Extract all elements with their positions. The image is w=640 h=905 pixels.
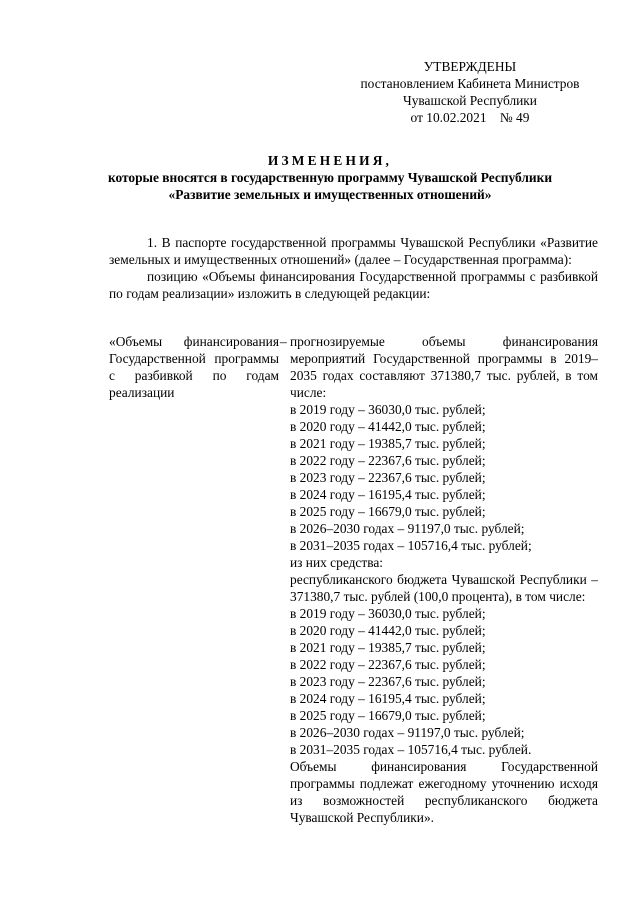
list-item: в 2026–2030 годах – 91197,0 тыс. рублей; [290, 725, 525, 740]
approval-line-1: постановлением Кабинета Министров [360, 76, 580, 91]
intro-paragraph-1: 1. В паспорте государственной программы Чувашской Республики «Развитие земельных и имущественных отношений» (далее – Государственная программа): [109, 235, 598, 267]
years-budget-list [290, 605, 598, 758]
document-heading [60, 152, 600, 203]
approval-stamp [340, 58, 600, 126]
heading-line-1: которые вносятся в государственную программу Чувашской Республики [107, 170, 553, 185]
list-item: в 2019 году – 36030,0 тыс. рублей; [290, 402, 486, 417]
list-item: в 2025 году – 16679,0 тыс. рублей; [290, 708, 486, 723]
list-item: в 2021 году – 19385,7 тыс. рублей; [290, 640, 486, 655]
list-item: в 2022 году – 22367,6 тыс. рублей; [290, 453, 486, 468]
list-item: в 2023 году – 22367,6 тыс. рублей; [290, 470, 486, 485]
list-item: в 2020 году – 41442,0 тыс. рублей; [290, 623, 486, 638]
list-item: в 2022 году – 22367,6 тыс. рублей; [290, 657, 486, 672]
list-item: в 2021 году – 19385,7 тыс. рублей; [290, 436, 486, 451]
list-item: в 2031–2035 годах – 105716,4 тыс. рублей; [290, 538, 532, 553]
heading-title: ИЗМЕНЕНИЯ, [267, 153, 393, 168]
intro-paragraph-2: позицию «Объемы финансирования Государственной программы с разбивкой по годам реализации» изложить в следующей редакции: [109, 269, 598, 301]
list-item: в 2020 году – 41442,0 тыс. рублей; [290, 419, 486, 434]
approval-date-number: от 10.02.2021 № 49 [410, 110, 530, 125]
list-item: в 2031–2035 годах – 105716,4 тыс. рублей. [290, 742, 532, 757]
approval-title: УТВЕРЖДЕНЫ [423, 59, 517, 74]
table-left-cell: «Объемы финансирования Государственной программы с разбивкой по годам реализации [109, 334, 279, 400]
heading-line-2: «Развитие земельных и имущественных отношений» [168, 187, 492, 202]
intro-section [109, 234, 598, 302]
list-item: в 2019 году – 36030,0 тыс. рублей; [290, 606, 486, 621]
list-item: в 2026–2030 годах – 91197,0 тыс. рублей; [290, 521, 525, 536]
list-item: в 2023 году – 22367,6 тыс. рублей; [290, 674, 486, 689]
closing-note: Объемы финансирования Государственной программы подлежат ежегодному уточнению исходя из возможностей республиканского бюджета Чувашской Республики». [290, 759, 598, 825]
from-them-label: из них средства: [290, 555, 384, 570]
years-total-list [290, 401, 598, 554]
table-dash: – [280, 334, 287, 349]
republic-budget-text: республиканского бюджета Чувашской Республики – 371380,7 тыс. рублей (100,0 процента), в том числе: [290, 572, 598, 604]
list-item: в 2025 году – 16679,0 тыс. рублей; [290, 504, 486, 519]
financing-intro: прогнозируемые объемы финансирования мероприятий Государственной программы в 2019–2035 годах составляют 371380,7 тыс. рублей, в том числе: [290, 334, 598, 400]
list-item: в 2024 году – 16195,4 тыс. рублей; [290, 487, 486, 502]
approval-line-2: Чувашской Республики [403, 93, 537, 108]
table-right-cell [290, 333, 598, 826]
list-item: в 2024 году – 16195,4 тыс. рублей; [290, 691, 486, 706]
